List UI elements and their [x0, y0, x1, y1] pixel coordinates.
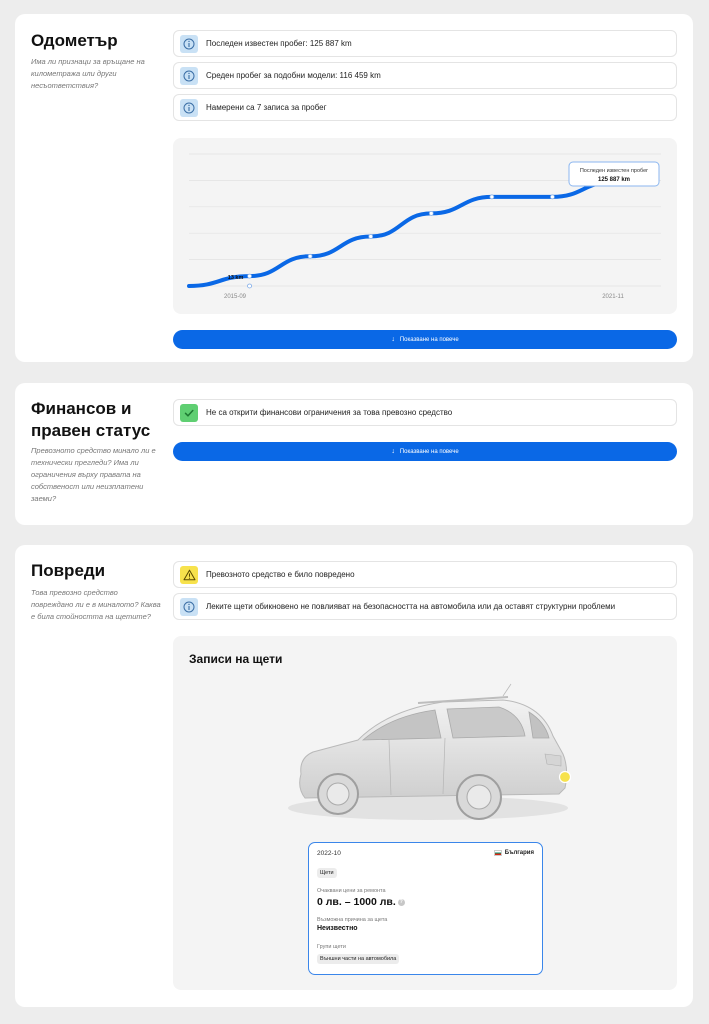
info-icon: [180, 35, 198, 53]
odometer-info-row-1: [173, 62, 677, 89]
odometer-title: Одометър: [31, 31, 118, 50]
record-date: 2022-10: [317, 850, 341, 857]
damage-info-text: Леките щети обикновено не повлияват на безопасността на автомобила или да оставят структурни проблеми: [206, 602, 616, 611]
tooltip-title: Последен известен пробег: [579, 168, 649, 174]
x-tick-label-end: 2021-11: [602, 294, 624, 300]
damage-info-text: Превозното средство е било повредено: [206, 570, 355, 579]
record-country: [494, 850, 534, 856]
odometer-info-row-0: [173, 30, 677, 57]
damage-record-card[interactable]: [308, 842, 543, 975]
cost-value: [317, 896, 405, 908]
odometer-card: [15, 14, 693, 362]
group-tag: Външни части на автомобила: [317, 954, 399, 964]
chart-tooltip: [569, 162, 659, 186]
mileage-chart: [173, 138, 677, 314]
mileage-data-point[interactable]: [550, 195, 554, 199]
help-icon[interactable]: ?: [399, 898, 403, 905]
info-icon: [180, 598, 198, 616]
damage-info-row-0: [173, 561, 677, 588]
info-icon: [180, 67, 198, 85]
odometer-info-text: Последен известен пробег: 125 887 km: [206, 39, 352, 48]
mileage-data-point[interactable]: [248, 284, 252, 288]
mileage-chart-svg: [173, 138, 677, 314]
damage-title: Повреди: [31, 561, 106, 580]
record-tag: Щети: [317, 868, 337, 878]
finance-info-text: Не са открити финансови ограничения за това превозно средство: [206, 408, 453, 417]
bulgaria-flag-icon: [494, 850, 502, 856]
finance-info-row-0: [173, 399, 677, 426]
check-icon: [180, 404, 198, 422]
warning-icon: [180, 566, 198, 584]
damage-info-row-1: [173, 593, 677, 620]
damage-records-panel: [173, 636, 677, 990]
mileage-data-point[interactable]: [248, 274, 252, 278]
cost-label: Очаквани цени за ремонта: [317, 888, 386, 894]
info-icon: [180, 99, 198, 117]
arrow-down-icon: ↓: [391, 448, 395, 455]
finance-show-more-button[interactable]: [173, 442, 677, 461]
first-point-label: 13 km: [227, 274, 244, 281]
finance-card: [15, 383, 693, 525]
damage-description: Това превозно средство повреждано ли е в миналото? Каква е била стойността на щетите?: [31, 588, 161, 621]
odometer-info-row-2: [173, 94, 677, 121]
mileage-data-point[interactable]: [429, 211, 433, 215]
cause-value: Неизвестно: [317, 925, 358, 932]
show-more-label: Показване на повече: [399, 448, 459, 455]
group-label: Групи щети: [317, 944, 346, 950]
cost-value-text: 0 лв. – 1000 лв.: [317, 896, 396, 908]
odometer-show-more-button[interactable]: [173, 330, 677, 349]
arrow-down-icon: ↓: [391, 336, 395, 343]
x-tick-label-start: 2015-09: [223, 294, 247, 300]
mileage-data-point[interactable]: [308, 254, 312, 258]
odometer-info-text: Среден пробег за подобни модели: 116 459 km: [206, 71, 381, 80]
damage-card: [15, 545, 693, 1007]
tooltip-value: 125 887 km: [597, 177, 631, 183]
odometer-info-text: Намерени са 7 записа за пробег: [206, 103, 327, 112]
show-more-label: Показване на повече: [399, 336, 459, 343]
damage-records-title: Записи на щети: [189, 652, 283, 666]
mileage-data-point[interactable]: [490, 195, 494, 199]
cause-label: Възможна причина за щета: [317, 917, 388, 923]
mileage-data-point[interactable]: [369, 235, 373, 239]
finance-title: Финансов и правен статус: [31, 399, 151, 440]
damage-location-marker[interactable]: [560, 772, 571, 783]
mileage-series-line: [189, 182, 613, 286]
odometer-description: Има ли признаци за връщане на километража или други несъответствия?: [31, 57, 145, 90]
record-country-label: България: [504, 850, 534, 856]
finance-description: Превозното средство минало ли е технически прегледи? Има ли ограничения върху правата на собственост или неизплатени заеми?: [31, 446, 156, 503]
